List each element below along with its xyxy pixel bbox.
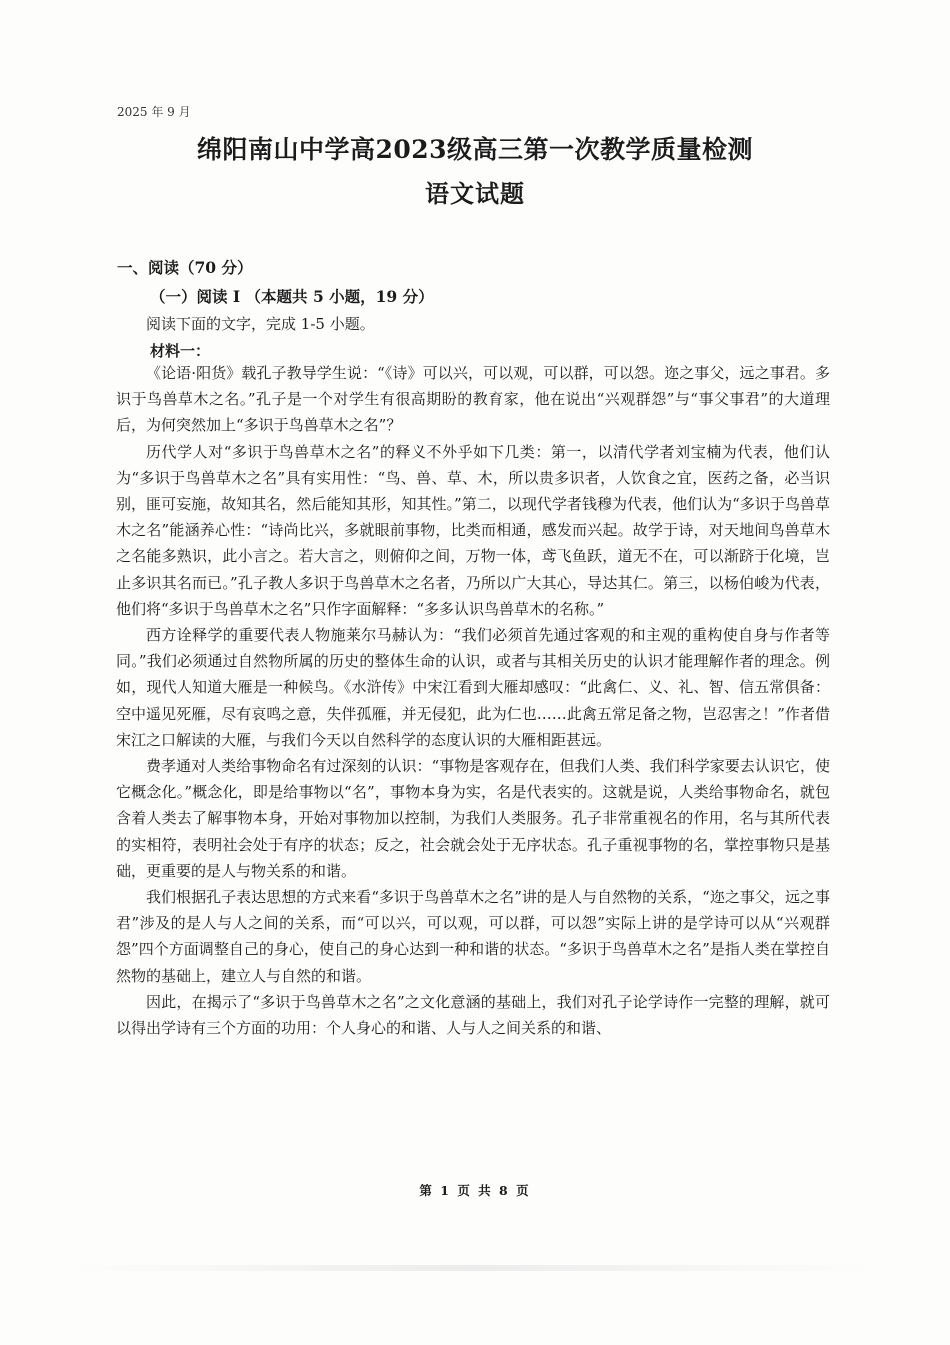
passage-body xyxy=(116,360,830,1041)
exam-title: 绵阳南山中学高2023级高三第一次教学质量检测 xyxy=(196,135,754,164)
passage-paragraph: 西方诠释学的重要代表人物施莱尔马赫认为：“我们必须首先通过客观的和主观的重构使自身与作者等同。”我们必须通过自然物所属的历史的整体生命的认识，或者与其相关历史的认识才能理解作者的理念。例如，现代人知道大雁是一种候鸟。《水浒传》中宋江看到大雁却感叹：“此禽仁、义、礼、智、信五常俱备：空中遥见死雁，尽有哀鸣之意，失伴孤雁，并无侵犯，此为仁也……此禽五常足备之物，岂忍害之！”作者借宋江之口解读的大雁，与我们今天以自然科学的态度认识的大雁相距甚远。 xyxy=(116,626,830,749)
page-number: 第 1 页 共 8 页 xyxy=(419,1183,531,1198)
passage-paragraph: 我们根据孔子表达思想的方式来看“多识于鸟兽草木之名”讲的是人与自然物的关系，“迩之事父，远之事君”涉及的是人与人之间的关系，而“可以兴，可以观，可以群，可以怨”实际上讲的是学诗可以从“兴观群怨”四个方面调整自己的身心，使自己的身心达到一种和谐的状态。“多识于鸟兽草木之名”是指人类在掌控自然物的基础上，建立人与自然的和谐。 xyxy=(116,888,830,985)
passage-paragraph: 因此，在揭示了“多识于鸟兽草木之名”之文化意涵的基础上，我们对孔子论学诗作一完整的理解，就可以得出学诗有三个方面的功用：个人身心的和谐、人与人之间关系的和谐、 xyxy=(116,992,830,1038)
passage-paragraph: 历代学人对“多识于鸟兽草木之名”的释义不外乎如下几类：第一，以清代学者刘宝楠为代表，他们认为“多识于鸟兽草木之名”具有实用性：“鸟、兽、草、木，所以贵多识者，人饮食之宜，医药之备，必当识别，匪可妄施，故知其名，然后能知其形，知其性。”第二，以现代学者钱穆为代表，他们认为“多识于鸟兽草木之名”能涵养心性：“诗尚比兴，多就眼前事物，比类而相通，感发而兴起。故学于诗，对天地间鸟兽草木之名能多熟识，此小言之。若大言之，则俯仰之间，万物一体，鸢飞鱼跃，道无不在，可以渐跻于化境，岂止多识其名而已。”孔子教人多识于鸟兽草木之名者，乃所以广大其心，导达其仁。第三，以杨伯峻为代表，他们将“多识于鸟兽草木之名”只作字面解释：“多多认识鸟兽草木的名称。” xyxy=(116,442,830,618)
reading-instruction: 阅读下面的文字，完成 1-5 小题。 xyxy=(146,315,375,333)
subsection-heading: （一）阅读 I （本题共 5 小题，19 分） xyxy=(150,287,434,306)
scan-artifact xyxy=(70,1265,870,1271)
exam-date: 2025 年 9 月 xyxy=(117,105,191,119)
passage-paragraph: 《论语·阳货》载孔子教导学生说：“《诗》可以兴，可以观，可以群，可以怨。迩之事父，远之事君。多识于鸟兽草木之名。”孔子是一个对学生有很高期盼的教育家，他在说出“兴观群怨”与“事父事君”的大道理后，为何突然加上“多识于鸟兽草木之名”？ xyxy=(116,364,830,435)
exam-subtitle: 语文试题 xyxy=(425,179,525,208)
section-heading: 一、阅读（70 分） xyxy=(117,258,253,277)
material-label: 材料一： xyxy=(150,342,211,360)
passage-paragraph: 费孝通对人类给事物命名有过深刻的认识：“事物是客观存在，但我们人类、我们科学家要去认识它，使它概念化。”概念化，即是给事物以“名”，事物本身为实，名是代表实的。这就是说，人类给事物命名，就包含着人类去了解事物本身，开始对事物加以控制，为我们人类服务。孔子非常重视名的作用，名与其所代表的实相符，表明社会处于有序的状态；反之，社会就会处于无序状态。孔子重视事物的名，掌控事物只是基础，更重要的是人与物关系的和谐。 xyxy=(116,757,830,880)
